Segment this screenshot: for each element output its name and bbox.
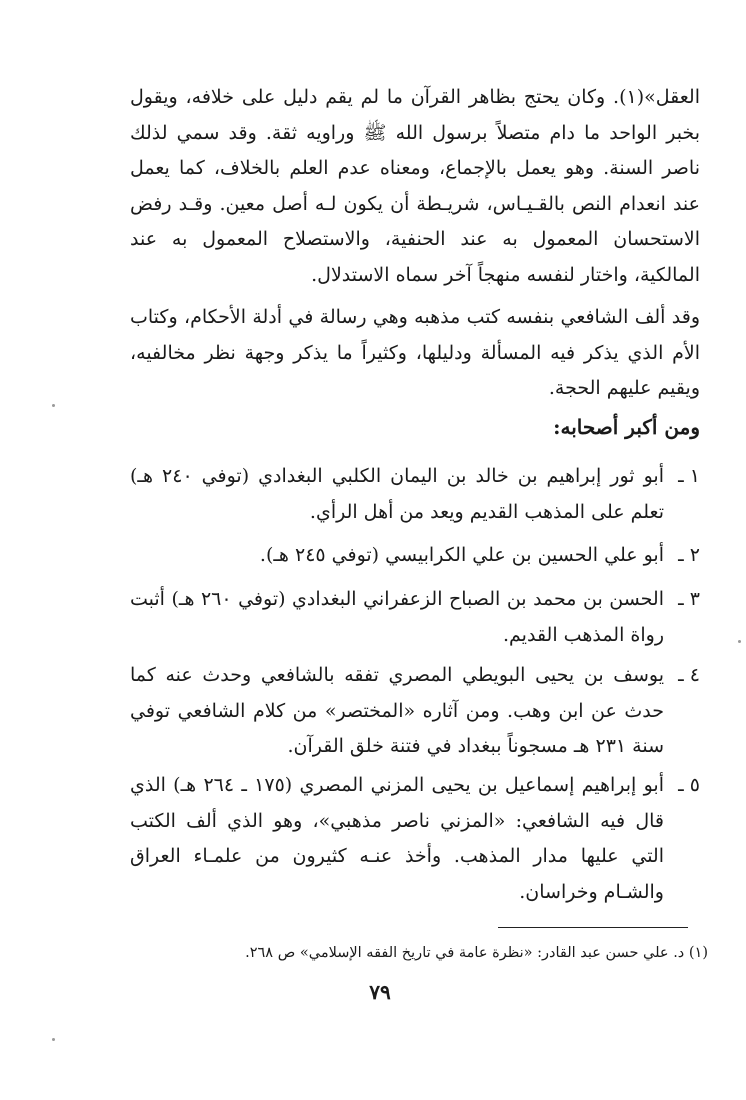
list-item-text: أبو علي الحسين بن علي الكرابيسي (توفي ٢٤٥ هـ). — [259, 544, 664, 566]
scan-speck — [52, 404, 55, 407]
body-paragraph-2: وقد ألف الشافعي بنفسه كتب مذهبه وهي رسالة في أدلة الأحكام، وكتاب الأم الذي يذكر فيه المسألة ودليلها، وكثيراً ما يذكر وجهة نظر مخالفيه، ويقيم عليهم الحجة. — [130, 306, 700, 399]
list-item-1 — [130, 459, 700, 530]
footnote: (١) د. علي حسن عبد القادر: «نظرة عامة في تاريخ الفقه الإسلامي» ص ٢٦٨. — [245, 945, 708, 961]
list-item-3 — [130, 582, 700, 653]
list-item-text: الحسن بن محمد بن الصباح الزعفراني البغدادي (توفي ٢٦٠ هـ) أثبت رواة المذهب القديم. — [130, 588, 664, 646]
list-item-number: ٢ ـ — [678, 544, 700, 566]
page-number: ٧٩ — [369, 980, 391, 1004]
scan-speck — [52, 1038, 55, 1041]
list-item-text: أبو إبراهيم إسماعيل بن يحيى المزني المصري (١٧٥ ـ ٢٦٤ هـ) الذي قال فيه الشافعي: «المزني ناصر مذهبي»، وهو الذي ألف الكتب التي عليها مدار المذهب. وأخذ عنـه كثيرون من علمـاء العراق والشـام وخراسان. — [130, 774, 664, 903]
section-heading: ومن أكبر أصحابه: — [553, 415, 700, 439]
footnote-divider — [498, 927, 688, 928]
list-item-number: ١ ـ — [678, 465, 700, 487]
list-item-number: ٥ ـ — [678, 774, 700, 796]
list-item-5 — [130, 768, 700, 910]
body-paragraph-1: العقل»(١). وكان يحتج بظاهر القرآن ما لم يقم دليل على خلافه، ويقول بخبر الواحد ما دام متصلاً برسول الله ﷺ وراويه ثقة. وقد سمي لذلك ناصر السنة. وهو يعمل بالإجماع، ومعناه عدم العلم بالخلاف، كما يعمل عند انعدام النص بالقـيـاس، شريـطة أن يكون لـه أصل معين. وقـد رفض الاستحسان المعمول به عند الحنفية، والاستصلاح المعمول به عند المالكية، واختار لنفسه منهجاً آخر سماه الاستدلال. — [130, 86, 700, 286]
list-item-text: يوسف بن يحيى البويطي المصري تفقه بالشافعي وحدث عنه كما حدث عن ابن وهب. ومن آثاره «المختصر» من كلام الشافعي توفي سنة ٢٣١ هـ مسجوناً ببغداد في فتنة خلق القرآن. — [130, 664, 664, 757]
list-item-number: ٣ ـ — [678, 588, 700, 610]
list-item-number: ٤ ـ — [678, 664, 700, 686]
scan-speck — [738, 640, 741, 643]
list-item-text: أبو ثور إبراهيم بن خالد بن اليمان الكلبي البغدادي (توفي ٢٤٠ هـ) تعلم على المذهب القديم ويعد من أهل الرأي. — [130, 465, 664, 523]
list-item-2 — [130, 538, 700, 574]
list-item-4 — [130, 658, 700, 765]
